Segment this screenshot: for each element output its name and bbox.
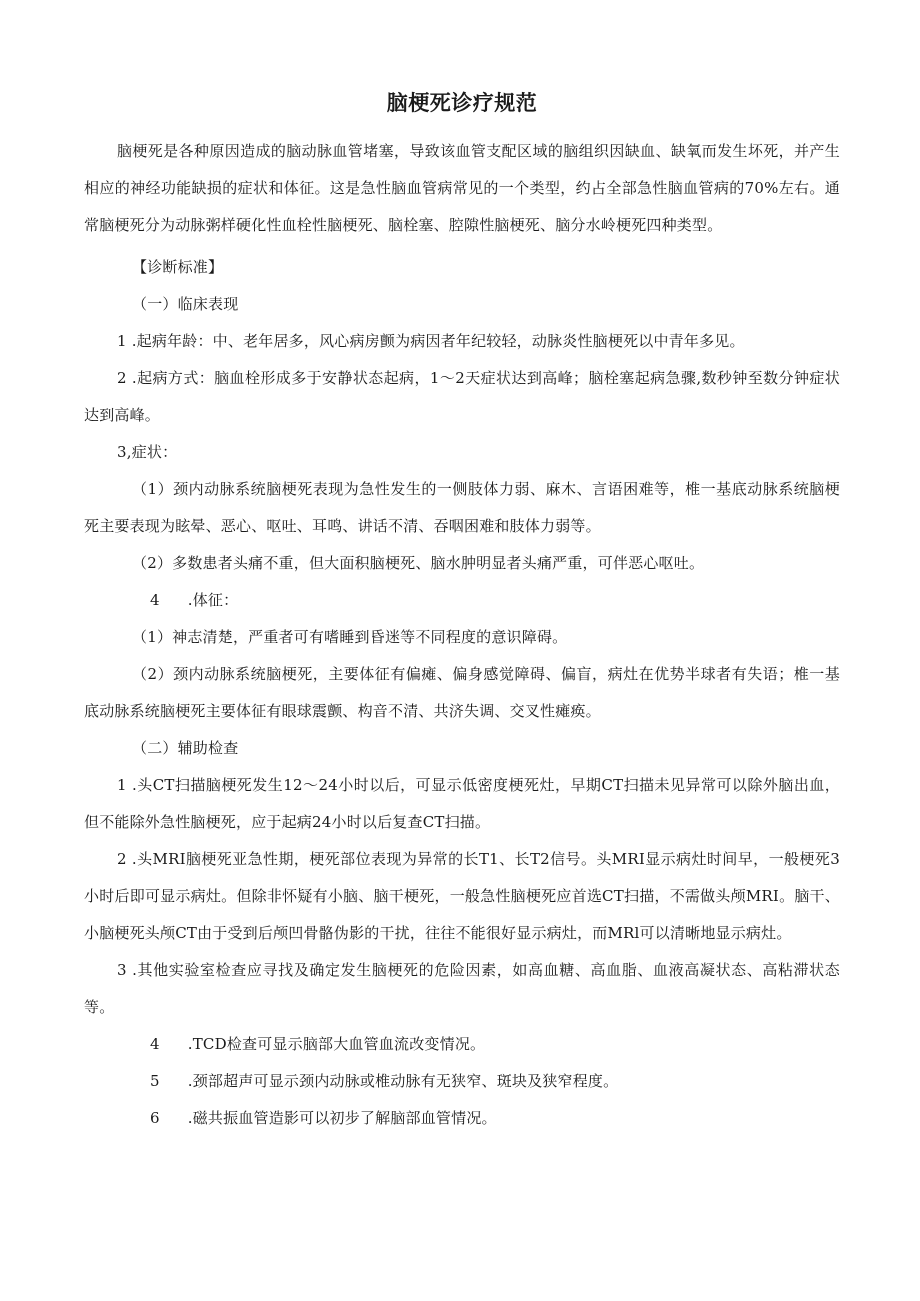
auxiliary-item-6 xyxy=(84,1100,840,1137)
auxiliary-item-1: 1 .头CT扫描脑梗死发生12～24小时以后，可显示低密度梗死灶，早期CT扫描未见异常可以除外脑出血，但不能除外急性脑梗死，应于起病24小时以后复查CT扫描。 xyxy=(84,776,840,831)
clinical-item-4-sub-2: （2）颈内动脉系统脑梗死，主要体征有偏瘫、偏身感觉障碍、偏盲，病灶在优势半球者有失语；椎一基底动脉系统脑梗死主要体征有眼球震颤、构音不清、共济失调、交叉性瘫痪。 xyxy=(84,665,840,720)
auxiliary-heading: （二）辅助检查 xyxy=(132,739,239,757)
clinical-heading: （一）临床表现 xyxy=(132,295,239,313)
auxiliary-item-5-text: .颈部超声可显示颈内动脉或椎动脉有无狭窄、斑块及狭窄程度。 xyxy=(187,1072,619,1090)
document-title: 脑梗死诊疗规范 xyxy=(386,91,538,115)
auxiliary-item-3: 3 .其他实验室检查应寻找及确定发生脑梗死的危险因素，如高血糖、高血脂、血液高凝状态、高粘滞状态等。 xyxy=(84,961,840,1016)
clinical-item-2: 2 .起病方式：脑血栓形成多于安静状态起病，1～2天症状达到高峰；脑栓塞起病急骤,数秒钟至数分钟症状达到高峰。 xyxy=(84,369,840,424)
intro-paragraph: 脑梗死是各种原因造成的脑动脉血管堵塞，导致该血管支配区域的脑组织因缺血、缺氧而发生坏死，并产生相应的神经功能缺损的症状和体征。这是急性脑血管病常见的一个类型，约占全部急性脑血管病的70%左右。通常脑梗死分为动脉粥样硬化性血栓性脑梗死、脑栓塞、腔隙性脑梗死、脑分水岭梗死四种类型。 xyxy=(84,142,840,234)
auxiliary-item-6-number: 6 xyxy=(150,1109,160,1127)
auxiliary-item-4-text: .TCD检查可显示脑部大血管血流改变情况。 xyxy=(187,1035,486,1053)
clinical-item-3-sub-1: （1）颈内动脉系统脑梗死表现为急性发生的一侧肢体力弱、麻木、言语困难等，椎一基底动脉系统脑梗死主要表现为眩晕、恶心、呕吐、耳鸣、讲话不清、吞咽困难和肢体力弱等。 xyxy=(84,480,840,535)
clinical-item-3-heading: 3,症状： xyxy=(117,443,178,461)
clinical-item-3-sub-2: （2）多数患者头痛不重，但大面积脑梗死、脑水肿明显者头痛严重，可伴恶心呕吐。 xyxy=(132,554,705,572)
clinical-item-4-text: .体征： xyxy=(187,591,239,609)
auxiliary-item-6-text: .磁共振血管造影可以初步了解脑部血管情况。 xyxy=(187,1109,497,1127)
clinical-item-1: 1 .起病年龄：中、老年居多，风心病房颤为病因者年纪较轻，动脉炎性脑梗死以中青年多见。 xyxy=(117,332,745,350)
auxiliary-item-4 xyxy=(84,1026,840,1063)
auxiliary-item-5-number: 5 xyxy=(150,1072,160,1090)
auxiliary-item-2: 2 .头MRI脑梗死亚急性期，梗死部位表现为异常的长T1、长T2信号。头MRI显示病灶时间早，一般梗死3小时后即可显示病灶。但除非怀疑有小脑、脑干梗死，一般急性脑梗死应首选CT扫描，不需做头颅MRI。脑干、小脑梗死头颅CT由于受到后颅凹骨骼伪影的干扰，往往不能很好显示病灶，而MRl可以清晰地显示病灶。 xyxy=(84,850,840,942)
auxiliary-item-4-number: 4 xyxy=(150,1035,160,1053)
clinical-item-4-heading xyxy=(84,582,840,619)
document-page xyxy=(84,86,840,1137)
auxiliary-item-5 xyxy=(84,1063,840,1100)
clinical-item-4-sub-1: （1）神志清楚，严重者可有嗜睡到昏迷等不同程度的意识障碍。 xyxy=(132,628,568,646)
diagnosis-heading: 【诊断标准】 xyxy=(132,258,224,276)
clinical-item-4-number: 4 xyxy=(150,591,160,609)
